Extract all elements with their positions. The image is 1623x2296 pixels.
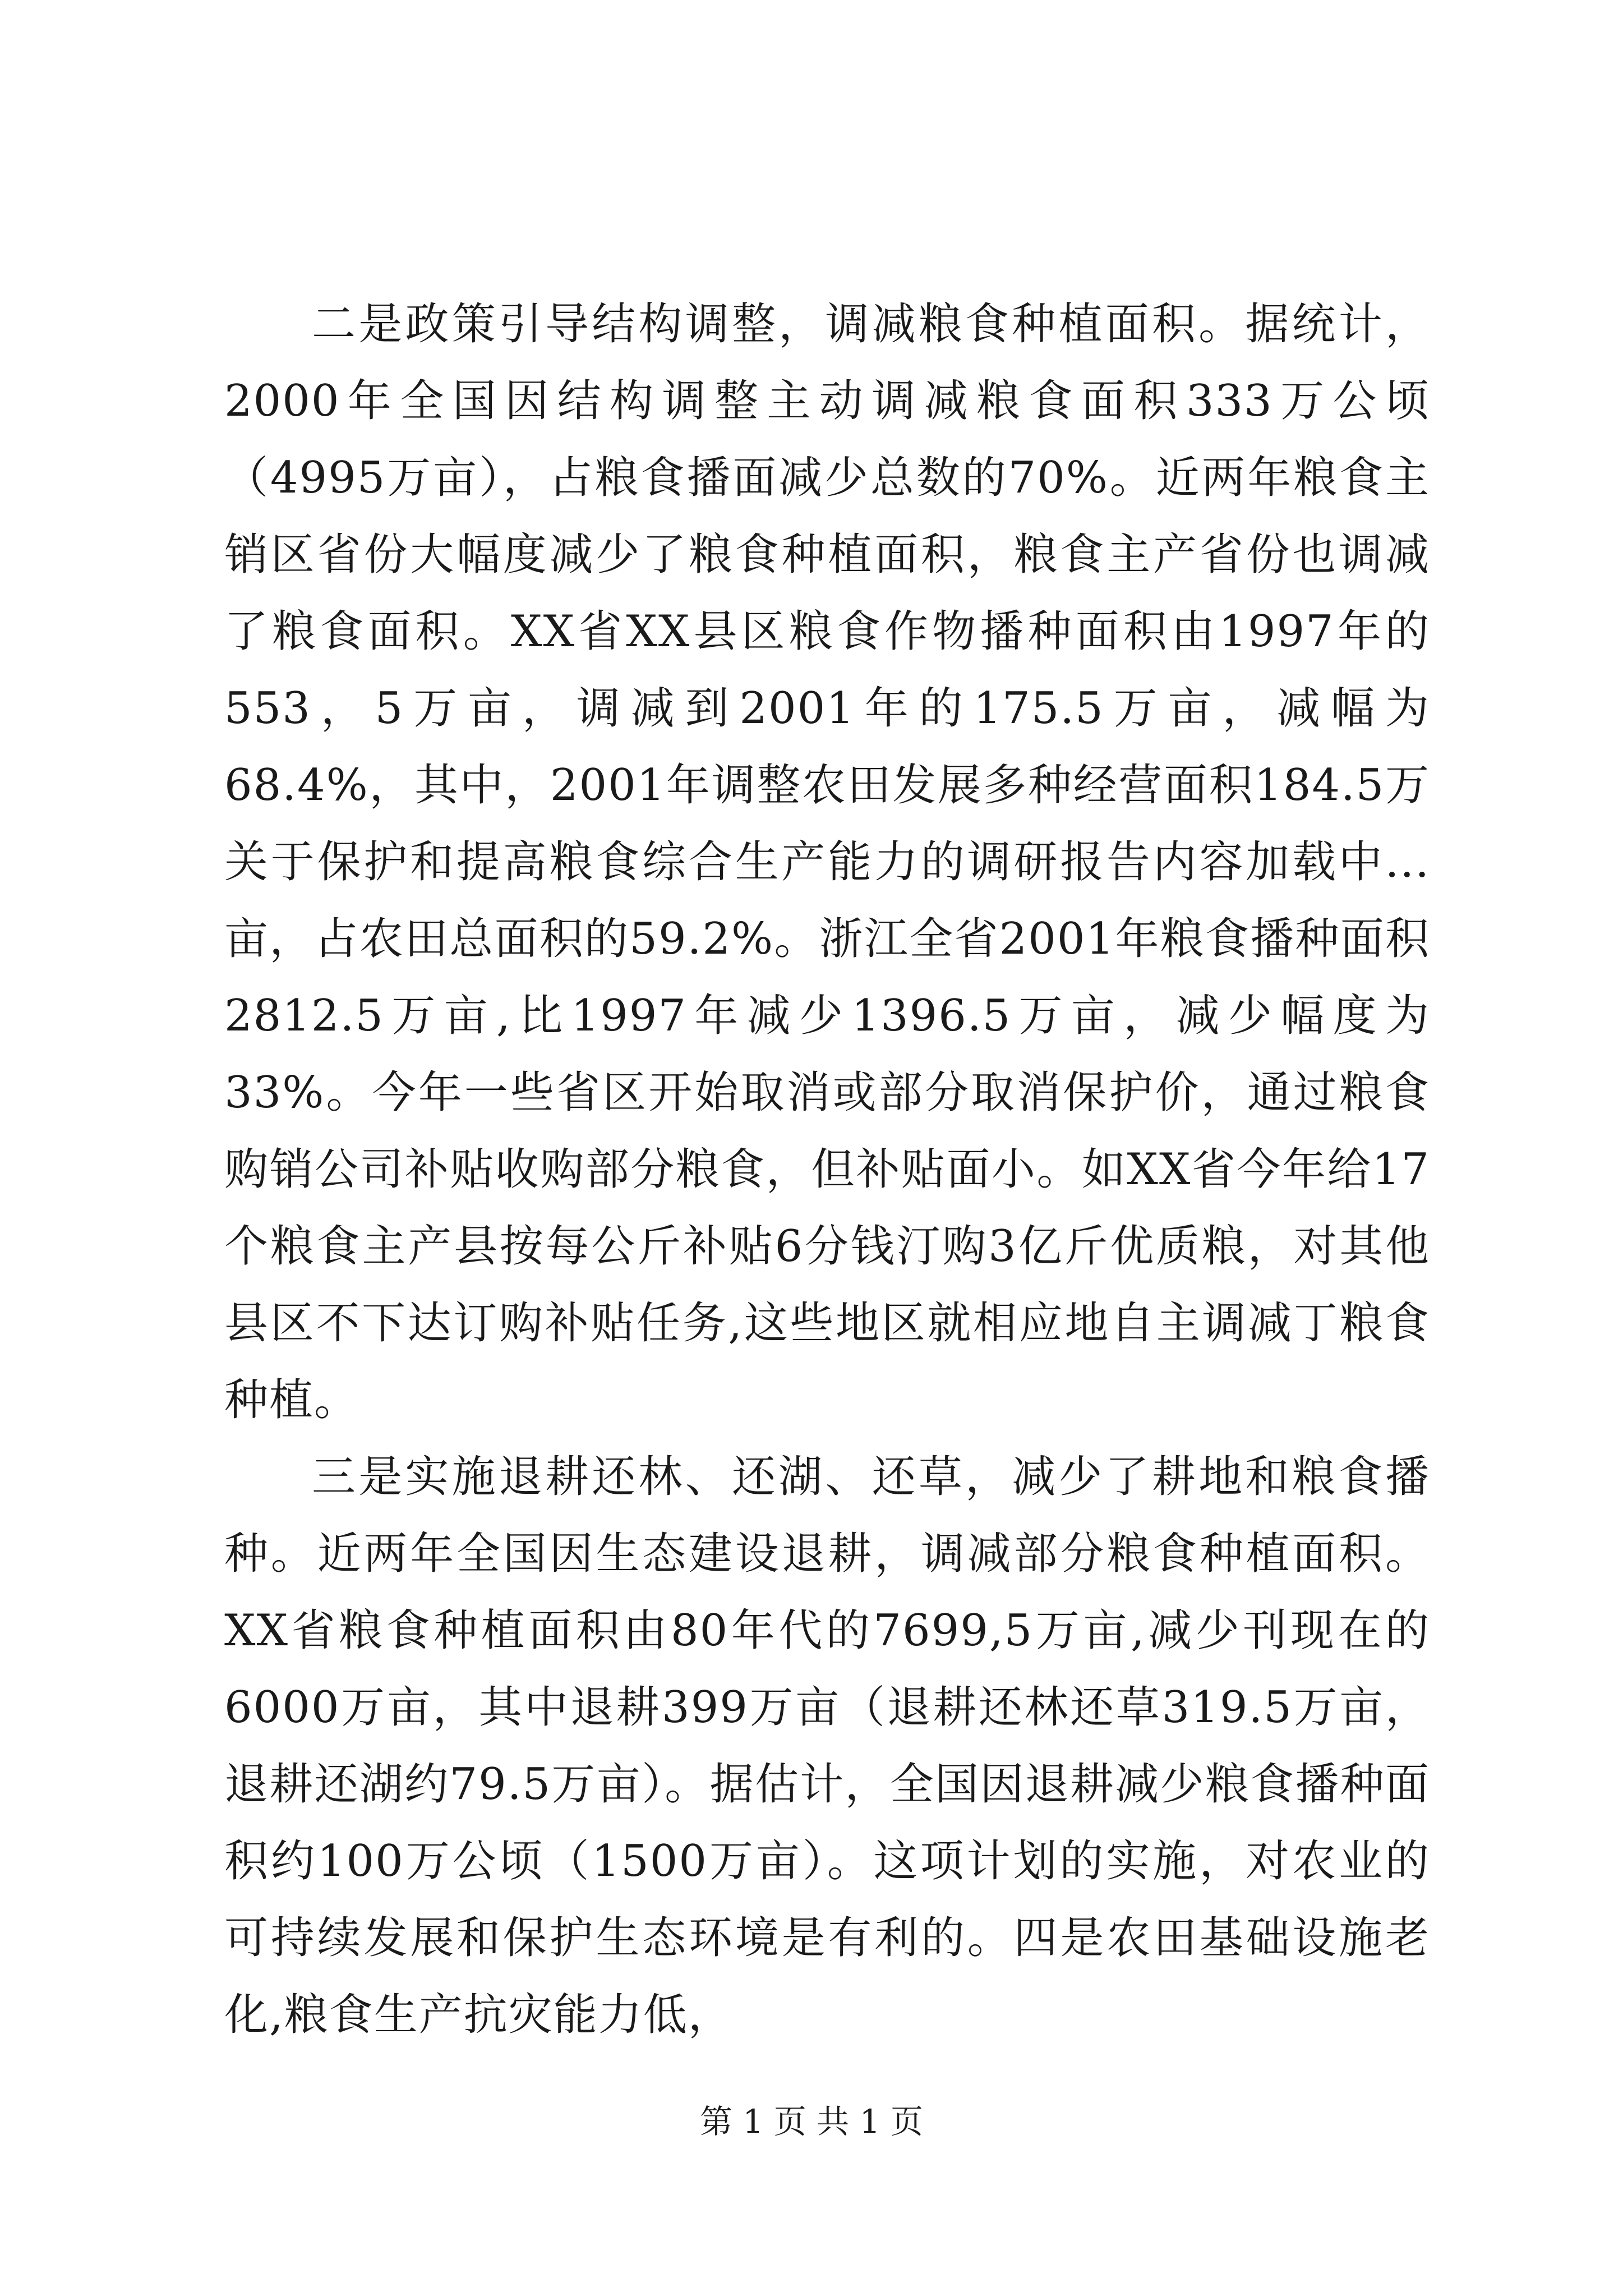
document-body — [224, 286, 1430, 2054]
page-footer: 第 1 页 共 1 页 — [700, 2102, 923, 2141]
paragraph-returning-farmland: 三是实施退耕还林、还湖、还草，减少了耕地和粮食播种。近两年全国因生态建设退耕，调减部分粮食种植面积。XX省粮食种植面积由80年代的7699,5万亩,减少刊现在的6000万亩，其中退耕399万亩（退耕还林还草319.5万亩，退耕还湖约79.5万亩）。据估计，全国因退耕减少粮食播种面积约100万公顷（1500万亩）。这项计划的实施，对农业的可持续发展和保护生态环境是有利的。四是农田基础设施老化,粮食生产抗灾能力低， — [224, 1452, 1430, 2040]
paragraph-policy-adjustment: 二是政策引导结构调整，调减粮食种植面积。据统计，2000年全国因结构调整主动调减粮食面积333万公顷（4995万亩），占粮食播面减少总数的70%。近两年粮食主销区省份大幅度减少了粮食种植面积，粮食主产省份也调减了粮食面积。XX省XX县区粮食作物播种面积由1997年的553，5万亩，调减到2001年的175.5万亩，减幅为68.4%，其中，2001年调整农田发展多种经营面积184.5万关于保护和提高粮食综合生产能力的调研报告内容加载中...亩，占农田总面积的59.2%。浙江全省2001年粮食播种面积2812.5万亩,比1997年减少1396.5万亩，减少幅度为33%。今年一些省区开始取消或部分取消保护价，通过粮食购销公司补贴收购部分粮食，但补贴面小。如XX省今年给17个粮食主产县按每公斤补贴6分钱汀购3亿斤优质粮，对其他县区不下达订购补贴任务,这些地区就相应地自主调减丁粮食种植。 — [224, 299, 1430, 1425]
